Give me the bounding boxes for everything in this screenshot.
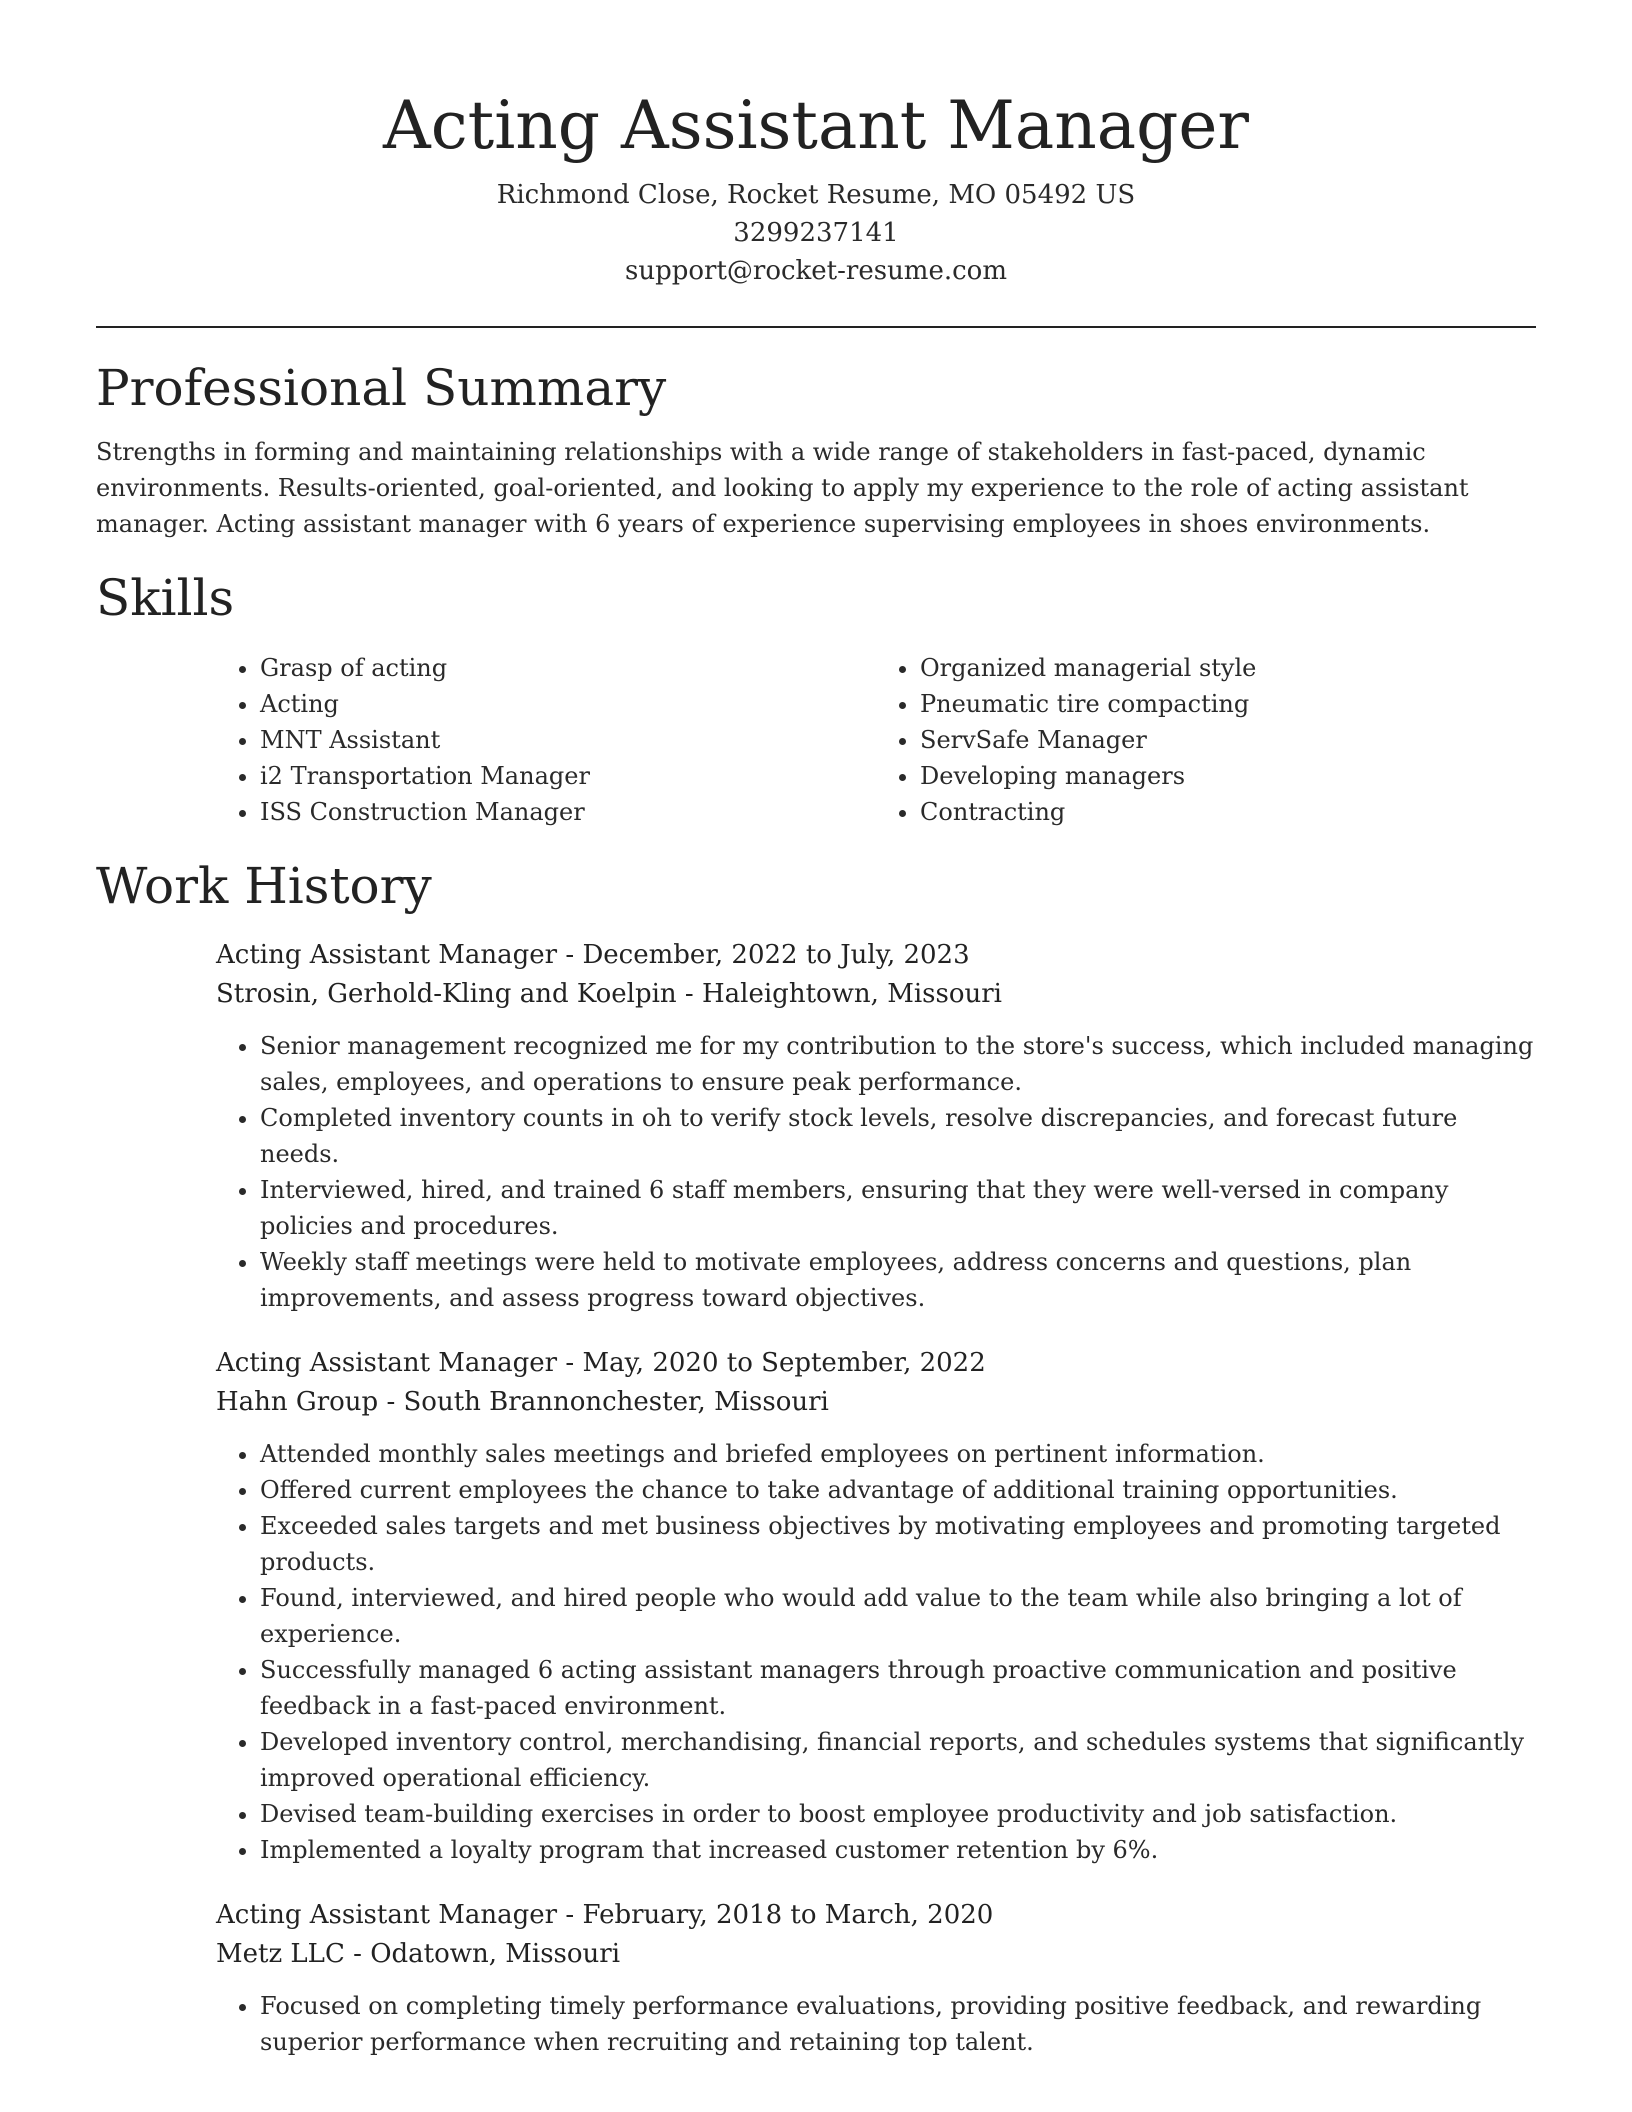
- summary-heading: Professional Summary: [96, 359, 667, 417]
- skill-item: • i2 Transportation Manager: [260, 758, 876, 794]
- job-bullet: • Implemented a loyalty program that increased customer retention by 6%.: [260, 1832, 1536, 1868]
- job-company: Hahn Group: [216, 1387, 379, 1417]
- separator: -: [386, 1387, 404, 1417]
- job-bullet: • Developed inventory control, merchandising, financial reports, and schedules systems that significantly improved operational efficiency.: [260, 1724, 1536, 1796]
- job-entry: [216, 1344, 1536, 1868]
- job-location: South Brannonchester, Missouri: [403, 1387, 829, 1417]
- skill-item: • Organized managerial style: [920, 650, 1536, 686]
- work-history-heading: Work History: [96, 857, 432, 915]
- separator: -: [565, 1348, 583, 1378]
- contact-phone: 3299237141: [733, 218, 899, 248]
- job-bullet: • Focused on completing timely performance evaluations, providing positive feedback, and rewarding superior performance when recruiting and retaining top talent.: [260, 1988, 1536, 2060]
- skill-item: • Grasp of acting: [260, 650, 876, 686]
- job-bullets: [216, 1028, 1536, 1316]
- job-bullet: • Devised team-building exercises in order to boost employee productivity and job satisfaction.: [260, 1796, 1536, 1832]
- job-dates: February, 2018 to March, 2020: [582, 1900, 994, 1930]
- contact-block: [96, 176, 1536, 290]
- job-company-line: [216, 1935, 1536, 1974]
- separator: -: [565, 940, 583, 970]
- contact-email: support@rocket-resume.com: [624, 256, 1007, 286]
- job-bullet: • Found, interviewed, and hired people who would add value to the team while also bringing a lot of experience.: [260, 1580, 1536, 1652]
- job-entry: [216, 1896, 1536, 2060]
- job-entry: [216, 936, 1536, 1316]
- job-title-line: [216, 1896, 1536, 1935]
- skill-item: • MNT Assistant: [260, 722, 876, 758]
- job-dates: December, 2022 to July, 2023: [582, 940, 970, 970]
- skills-grid: [216, 650, 1536, 830]
- job-company-line: [216, 975, 1536, 1014]
- job-bullet: • Interviewed, hired, and trained 6 staff members, ensuring that they were well-versed in company policies and procedures.: [260, 1172, 1536, 1244]
- contact-address: Richmond Close, Rocket Resume, MO 05492 US: [496, 180, 1136, 210]
- separator: -: [565, 1900, 583, 1930]
- header-divider: [96, 326, 1536, 328]
- job-role: Acting Assistant Manager: [216, 940, 558, 970]
- job-bullet: • Exceeded sales targets and met business objectives by motivating employees and promoting targeted products.: [260, 1508, 1536, 1580]
- job-role: Acting Assistant Manager: [216, 1348, 558, 1378]
- job-location: Haleightown, Missouri: [701, 979, 1002, 1009]
- job-company-line: [216, 1383, 1536, 1422]
- skill-item: • Contracting: [920, 794, 1536, 830]
- skill-item: • ServSafe Manager: [920, 722, 1536, 758]
- candidate-name: Acting Assistant Manager: [383, 87, 1249, 164]
- job-role: Acting Assistant Manager: [216, 1900, 558, 1930]
- job-dates: May, 2020 to September, 2022: [582, 1348, 986, 1378]
- job-company: Strosin, Gerhold-Kling and Koelpin: [216, 979, 677, 1009]
- skill-item: • Pneumatic tire compacting: [920, 686, 1536, 722]
- separator: -: [684, 979, 702, 1009]
- job-bullets: [216, 1988, 1536, 2060]
- skills-list-right: [876, 650, 1536, 830]
- job-company: Metz LLC: [216, 1939, 345, 1969]
- job-bullet: • Senior management recognized me for my contribution to the store's success, which included managing sales, employees, and operations to ensure peak performance.: [260, 1028, 1536, 1100]
- job-bullet: • Offered current employees the chance to take advantage of additional training opportunities.: [260, 1472, 1536, 1508]
- job-bullet: • Completed inventory counts in oh to verify stock levels, resolve discrepancies, and forecast future needs.: [260, 1100, 1536, 1172]
- resume-page: [96, 0, 1536, 2060]
- separator: -: [353, 1939, 371, 1969]
- skills-list-left: [216, 650, 876, 830]
- skill-item: • Developing managers: [920, 758, 1536, 794]
- job-location: Odatown, Missouri: [370, 1939, 621, 1969]
- skill-item: • ISS Construction Manager: [260, 794, 876, 830]
- skills-heading: Skills: [96, 569, 235, 627]
- job-bullets: [216, 1436, 1536, 1868]
- summary-text: Strengths in forming and maintaining relationships with a wide range of stakeholders in fast-paced, dynamic environments. Results-oriented, goal-oriented, and looking to apply my experience to the role of acting assistant manager. Acting assistant manager with 6 years of experience supervising employees in shoes environments.: [96, 438, 1469, 538]
- job-bullet: • Successfully managed 6 acting assistant managers through proactive communication and positive feedback in a fast-paced environment.: [260, 1652, 1536, 1724]
- skill-item: • Acting: [260, 686, 876, 722]
- resume-header: [96, 0, 1536, 290]
- job-bullet: • Attended monthly sales meetings and briefed employees on pertinent information.: [260, 1436, 1536, 1472]
- job-title-line: [216, 936, 1536, 975]
- job-bullet: • Weekly staff meetings were held to motivate employees, address concerns and questions, plan improvements, and assess progress toward objectives.: [260, 1244, 1536, 1316]
- job-title-line: [216, 1344, 1536, 1383]
